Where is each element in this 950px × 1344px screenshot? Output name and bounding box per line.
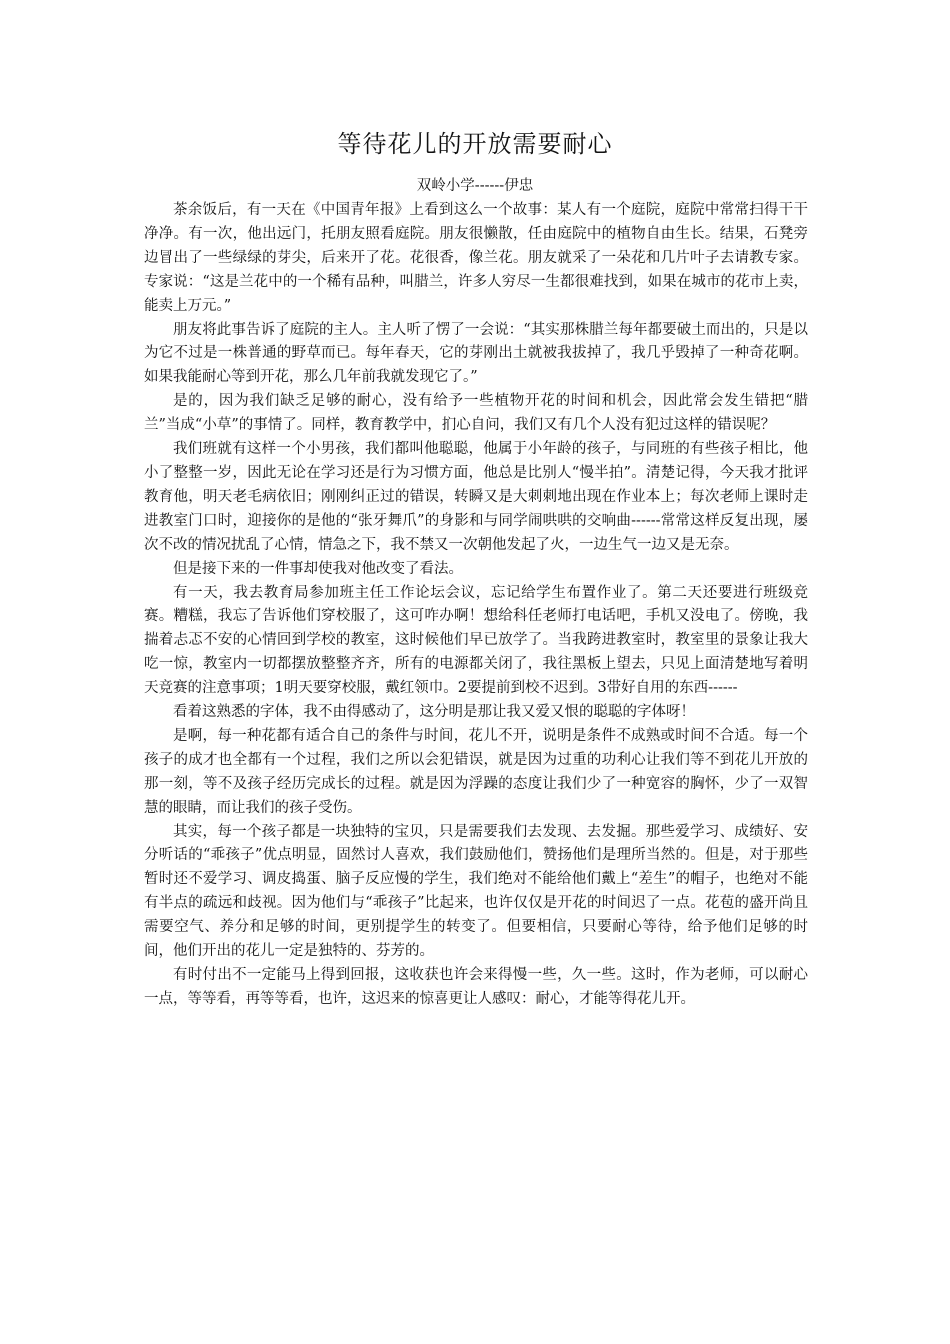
paragraph: 茶余饭后，有一天在《中国青年报》上看到这么一个故事：某人有一个庭院，庭院中常常扫得干干净净。有一次，他出远门，托朋友照看庭院。朋友很懒散，任由庭院中的植物自由生长。结果，石凳旁边冒出了一些绿绿的芽尖，后来开了花。花很香，像兰花。朋友就采了一朵花和几片叶子去请教专家。专家说：“这是兰花中的一个稀有品种，叫腊兰，许多人穷尽一生都很难找到，如果在城市的花市上卖，能卖上万元。” [144,202,808,314]
author-line: 双岭小学------伊忠 [416,178,534,194]
article-body [144,199,808,1012]
paragraph: 朋友将此事告诉了庭院的主人。主人听了愣了一会说：“其实那株腊兰每年都要破土而出的，只是以为它不过是一株普通的野草而已。每年春天，它的芽刚出土就被我拔掉了，我几乎毁掉了一种奇花啊。如果我能耐心等到开花，那么几年前我就发现它了。” [144,321,808,386]
paragraph: 是的，因为我们缺乏足够的耐心，没有给予一些植物开花的时间和机会，因此常会发生错把“腊兰”当成“小草”的事情了。同样，教育教学中，扪心自问，我们又有几个人没有犯过这样的错误呢？ [144,393,808,434]
document-title: 等待花儿的开放需要耐心 [337,130,613,158]
paragraph: 有时付出不一定能马上得到回报，这收获也许会来得慢一些，久一些。这时，作为老师，可以耐心一点，等等看，再等等看，也许，这迟来的惊喜更让人感叹：耐心，才能等得花儿开。 [144,967,808,1007]
paragraph: 看着这熟悉的字体，我不由得感动了，这分明是那让我又爱又恨的聪聪的字体呀！ [173,704,695,721]
paragraph: 有一天，我去教育局参加班主任工作论坛会议，忘记给学生布置作业了。第二天还要进行班级竞赛。糟糕，我忘了告诉他们穿校服了，这可咋办啊！想给科任老师打电话吧，手机又没电了。傍晚，我揣着忐忑不安的心情回到学校的教室，这时候他们早已放学了。当我跨进教室时，教室里的景象让我大吃一惊，教室内一切都摆放整整齐齐，所有的电源都关闭了，我往黑板上望去，只见上面清楚地写着明天竞赛的注意事项；1明天要穿校服，戴红领巾。2要提前到校不迟到。3带好自用的东西------ [144,584,808,697]
paragraph: 我们班就有这样一个小男孩，我们都叫他聪聪，他属于小年龄的孩子，与同班的有些孩子相比，他小了整整一岁，因此无论在学习还是行为习惯方面，他总是比别人“慢半拍”。清楚记得，今天我才批评教育他，明天老毛病依旧；刚刚纠正过的错误，转瞬又是大刺刺地出现在作业本上；每次老师上课时走进教室门口时，迎接你的是他的“张牙舞爪”的身影和与同学闹哄哄的交响曲------常常这样反复出现，屡次不改的情况扰乱了心情，情急之下，我不禁又一次朝他发起了火，一边生气一边又是无奈。 [144,441,808,553]
paragraph: 但是接下来的一件事却使我对他改变了看法。 [173,560,463,577]
paragraph: 其实，每一个孩子都是一块独特的宝贝，只是需要我们去发现、去发掘。那些爱学习、成绩好、安分听话的“乖孩子”优点明显，固然讨人喜欢，我们鼓励他们，赞扬他们是理所当然的。但是，对于那些暂时还不爱学习、调皮捣蛋、脑子反应慢的学生，我们绝对不能给他们戴上“差生”的帽子，也绝对不能有半点的疏远和歧视。因为他们与“乖孩子”比起来，也许仅仅是开花的时间迟了一点。花苞的盛开尚且需要空气、养分和足够的时间，更别提学生的转变了。但要相信，只要耐心等待，给予他们足够的时间，他们开出的花儿一定是独特的、芬芳的。 [144,823,808,960]
paragraph: 是啊，每一种花都有适合自己的条件与时间，花儿不开，说明是条件不成熟或时间不合适。每一个孩子的成才也全都有一个过程，我们之所以会犯错误，就是因为过重的功利心让我们等不到花儿开放的那一刻，等不及孩子经历完成长的过程。就是因为浮躁的态度让我们少了一种宽容的胸怀，少了一双智慧的眼睛，而让我们的孩子受伤。 [144,727,808,816]
